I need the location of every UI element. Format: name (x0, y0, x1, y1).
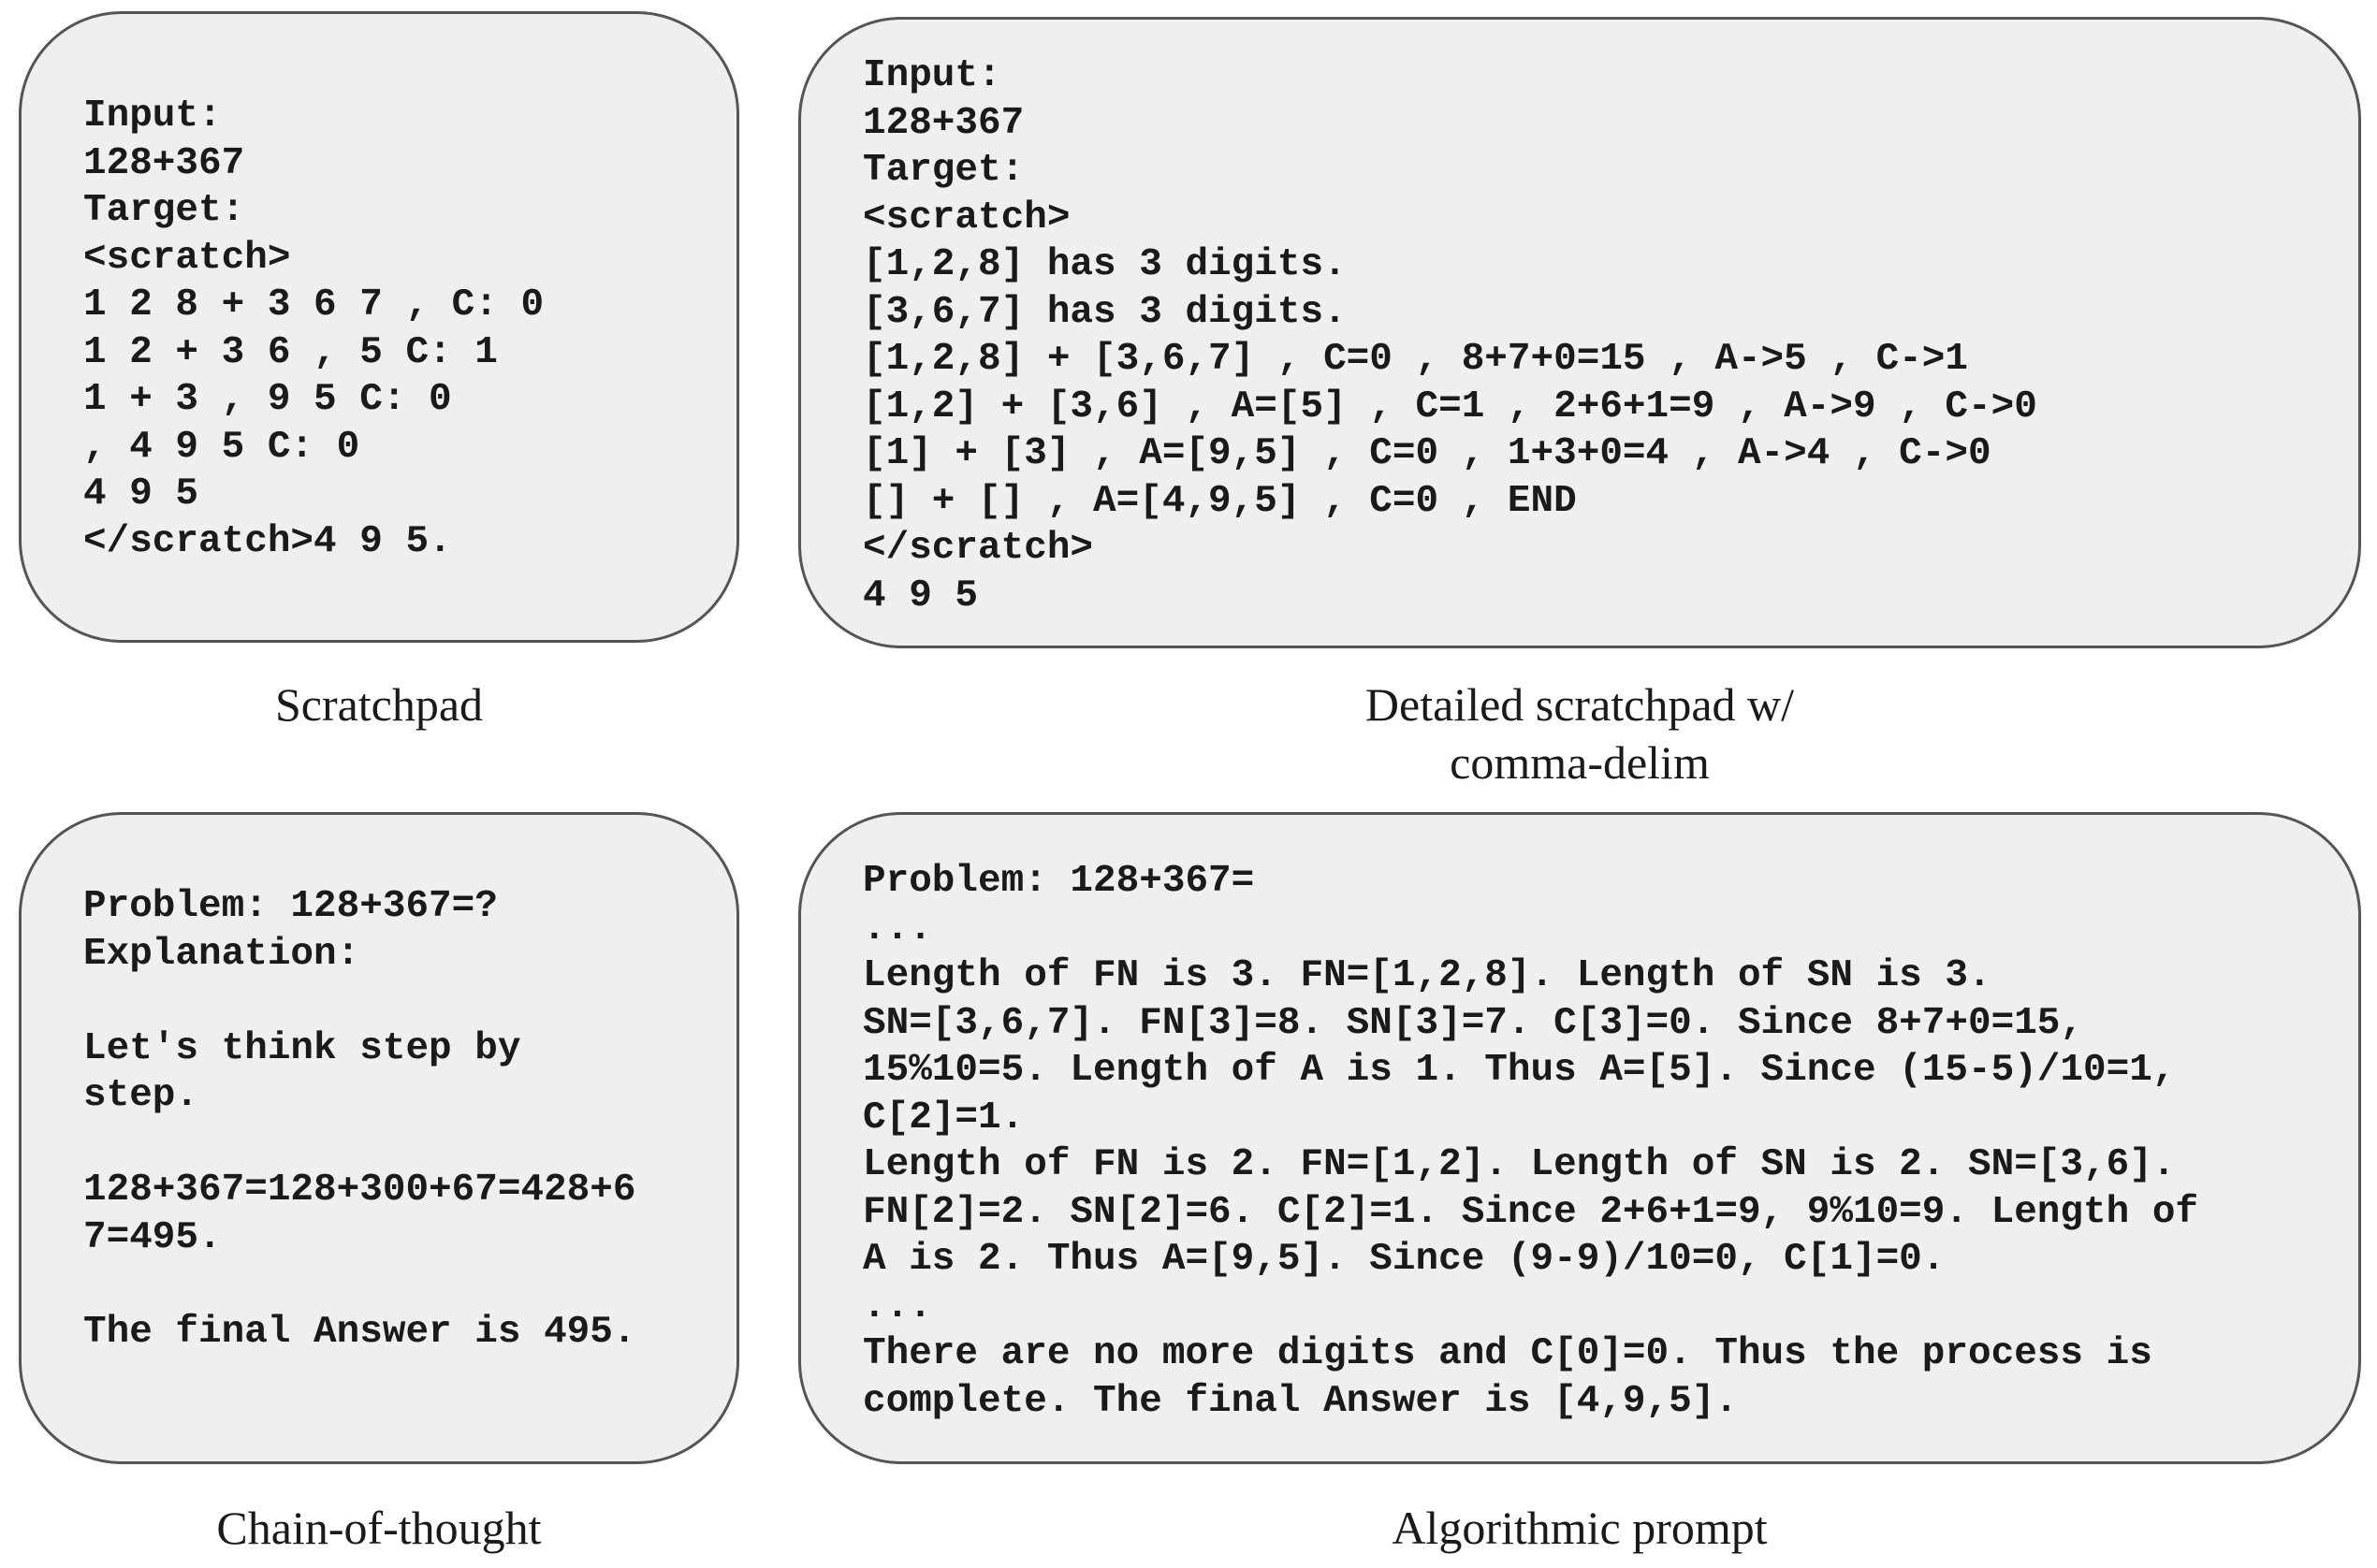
chain-of-thought-text: Problem: 128+367=? Explanation: Let's think step by step. 128+367=128+300+67=428+6 7=495. The final Answer is 495. (83, 885, 636, 1354)
detailed-scratchpad-text: Input: 128+367 Target: <scratch> [1,2,8] has 3 digits. [3,6,7] has 3 digits. [1,2,8] + [3,6,7] , C=0 , 8+7+0=15 , A->5 , C->1 [1,2] + [3,6] , A=[5] , C=1 , 2+6+1=9 , A->9 , C->0 [1] + [3] , A=[9,5] , C=0 , 1+3+0=4 , A->4 , C->0 [] + [] , A=[4,9,5] , C=0 , END </scratch> 4 9 5 (863, 54, 2037, 617)
detailed-scratchpad-caption: Detailed scratchpad w/ comma-delim (1364, 678, 1795, 789)
algorithmic-prompt-text: Problem: 128+367= ... Length of FN is 3. FN=[1,2,8]. Length of SN is 3. SN=[3,6,7]. FN[3]=8. SN[3]=7. C[3]=0. Since 8+7+0=15, 15%10=5. Length of A is 1. Thus A=[5]. Since (15-5)/10=1, C[2]=1. Length of FN is 2. FN=[1,2]. Length of SN is 2. SN=[3,6]. FN[2]=2. SN[2]=6. C[2]=1. Since 2+6+1=9, 9%10=9. Length of A is 2. Thus A=[9,5]. Since (9-9)/10=0, C[1]=0. ... There are no more digits and C[0]=0. Thus the process is complete. The final Answer is [4,9,5]. (863, 860, 2199, 1423)
scratchpad-caption: Scratchpad (274, 678, 484, 731)
algorithmic-prompt-caption: Algorithmic prompt (1392, 1502, 1768, 1554)
scratchpad-text: Input: 128+367 Target: <scratch> 1 2 8 + 3 6 7 , C: 0 1 2 + 3 6 , 5 C: 1 1 + 3 , 9 5 C: 0 , 4 9 5 C: 0 4 9 5 </scratch>4 9 5. (83, 94, 545, 563)
chain-of-thought-caption: Chain-of-thought (216, 1502, 542, 1554)
